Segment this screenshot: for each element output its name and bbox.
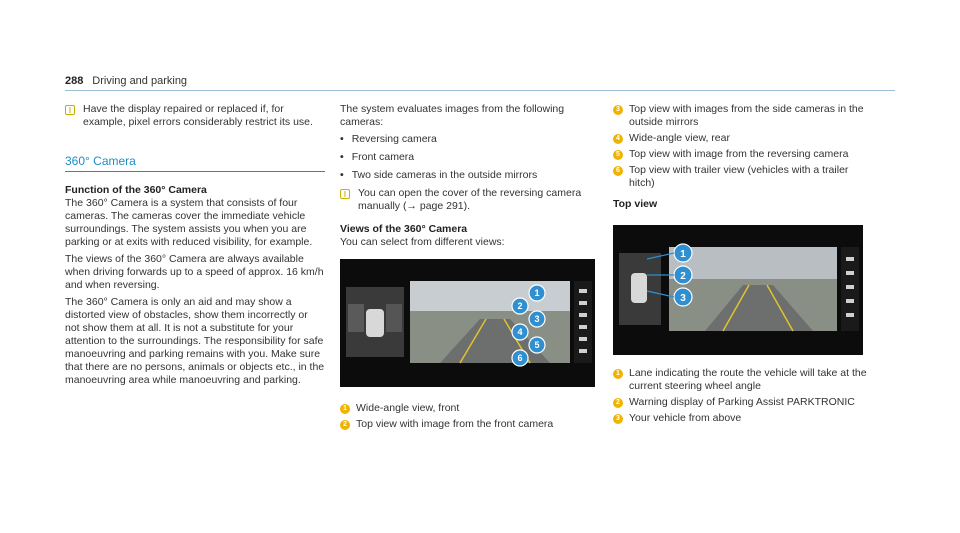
callout-5: 5 — [534, 340, 540, 350]
list-item: 2 Warning display of Parking Assist PARKTRONIC — [613, 396, 868, 409]
callout-2: 2 — [517, 301, 523, 311]
top-view-screenshot — [613, 225, 863, 355]
page-number: 288 — [65, 75, 84, 87]
list-item: 3 Your vehicle from above — [613, 412, 868, 425]
callout-4: 4 — [517, 327, 523, 337]
number-badge: 1 — [340, 404, 350, 414]
number-badge: 2 — [613, 398, 623, 408]
camera-list — [340, 133, 595, 182]
section-title: 360° Camera — [65, 155, 325, 172]
top-view-heading: Top view — [613, 198, 658, 210]
paragraph-3: The 360° Camera is only an aid and may show a distorted view of obstacles, show them incorrectly or not show them at all. It is not a substitute for your attention to the surroundings. The responsibility for safe manoeuvring and parking remains with you. Make sure that there are no persons, animals or objects etc., in the manoeuvring area while manoeuvring and parking. — [65, 296, 325, 386]
camera-views-illustration — [340, 259, 595, 387]
note-text: You can open the cover of the reversing camera manually (→ page 291). — [358, 187, 582, 212]
list-item: 4 Wide-angle view, rear — [613, 132, 868, 145]
column-1 — [65, 103, 325, 391]
list-item: 2 Top view with image from the front camera — [340, 418, 595, 431]
list-item: • Reversing camera — [340, 133, 437, 145]
cover-note — [340, 187, 595, 217]
number-badge: 1 — [613, 369, 623, 379]
callout-6: 6 — [517, 353, 523, 363]
paragraph-2: The views of the 360° Camera are always available when driving forwards up to a speed of approx. 16 km/h and when reversing. — [65, 253, 324, 291]
list-item: 1 Wide-angle view, front — [340, 402, 595, 415]
section-name: Driving and parking — [92, 75, 188, 87]
list-item: 5 Top view with image from the reversing camera — [613, 148, 868, 161]
camera-views-screenshot — [340, 259, 595, 387]
callout-1: 1 — [534, 288, 540, 298]
list-item: 3 Top view with images from the side cameras in the outside mirrors — [613, 103, 868, 129]
list-item: • Front camera — [340, 151, 415, 163]
paragraph-1: The 360° Camera is a system that consists of four cameras. The cameras cover the immediate vehicle surroundings. The system assists you when you are parking or at exits with reduced visibility, for example. — [65, 197, 313, 248]
display-note — [65, 103, 325, 133]
page-header — [65, 75, 895, 91]
callout-2: 2 — [680, 271, 686, 282]
views-intro: You can select from different views: — [340, 236, 505, 248]
callout-1: 1 — [680, 249, 686, 260]
list-item: • Two side cameras in the outside mirrors — [340, 169, 538, 181]
number-badge: 5 — [613, 150, 623, 160]
column-2 — [340, 103, 595, 434]
column-3 — [613, 103, 868, 428]
number-badge: 2 — [340, 420, 350, 430]
number-badge: 3 — [613, 105, 623, 115]
number-badge: 4 — [613, 134, 623, 144]
callout-3: 3 — [534, 314, 540, 324]
list-item: 6 Top view with trailer view (vehicles with a trailer hitch) — [613, 164, 868, 190]
note-text: Have the display repaired or replaced if, for example, pixel errors considerably restrict its use. — [83, 103, 313, 128]
callout-3: 3 — [680, 293, 686, 304]
info-icon: i — [340, 189, 350, 199]
info-icon: i — [65, 105, 75, 115]
number-badge: 3 — [613, 414, 623, 424]
views-heading: Views of the 360° Camera — [340, 223, 468, 235]
function-heading: Function of the 360° Camera — [65, 184, 207, 196]
cameras-intro: The system evaluates images from the following cameras: — [340, 103, 565, 128]
list-item: 1 Lane indicating the route the vehicle will take at the current steering wheel angle — [613, 367, 868, 393]
number-badge: 6 — [613, 166, 623, 176]
top-view-illustration — [613, 225, 863, 355]
